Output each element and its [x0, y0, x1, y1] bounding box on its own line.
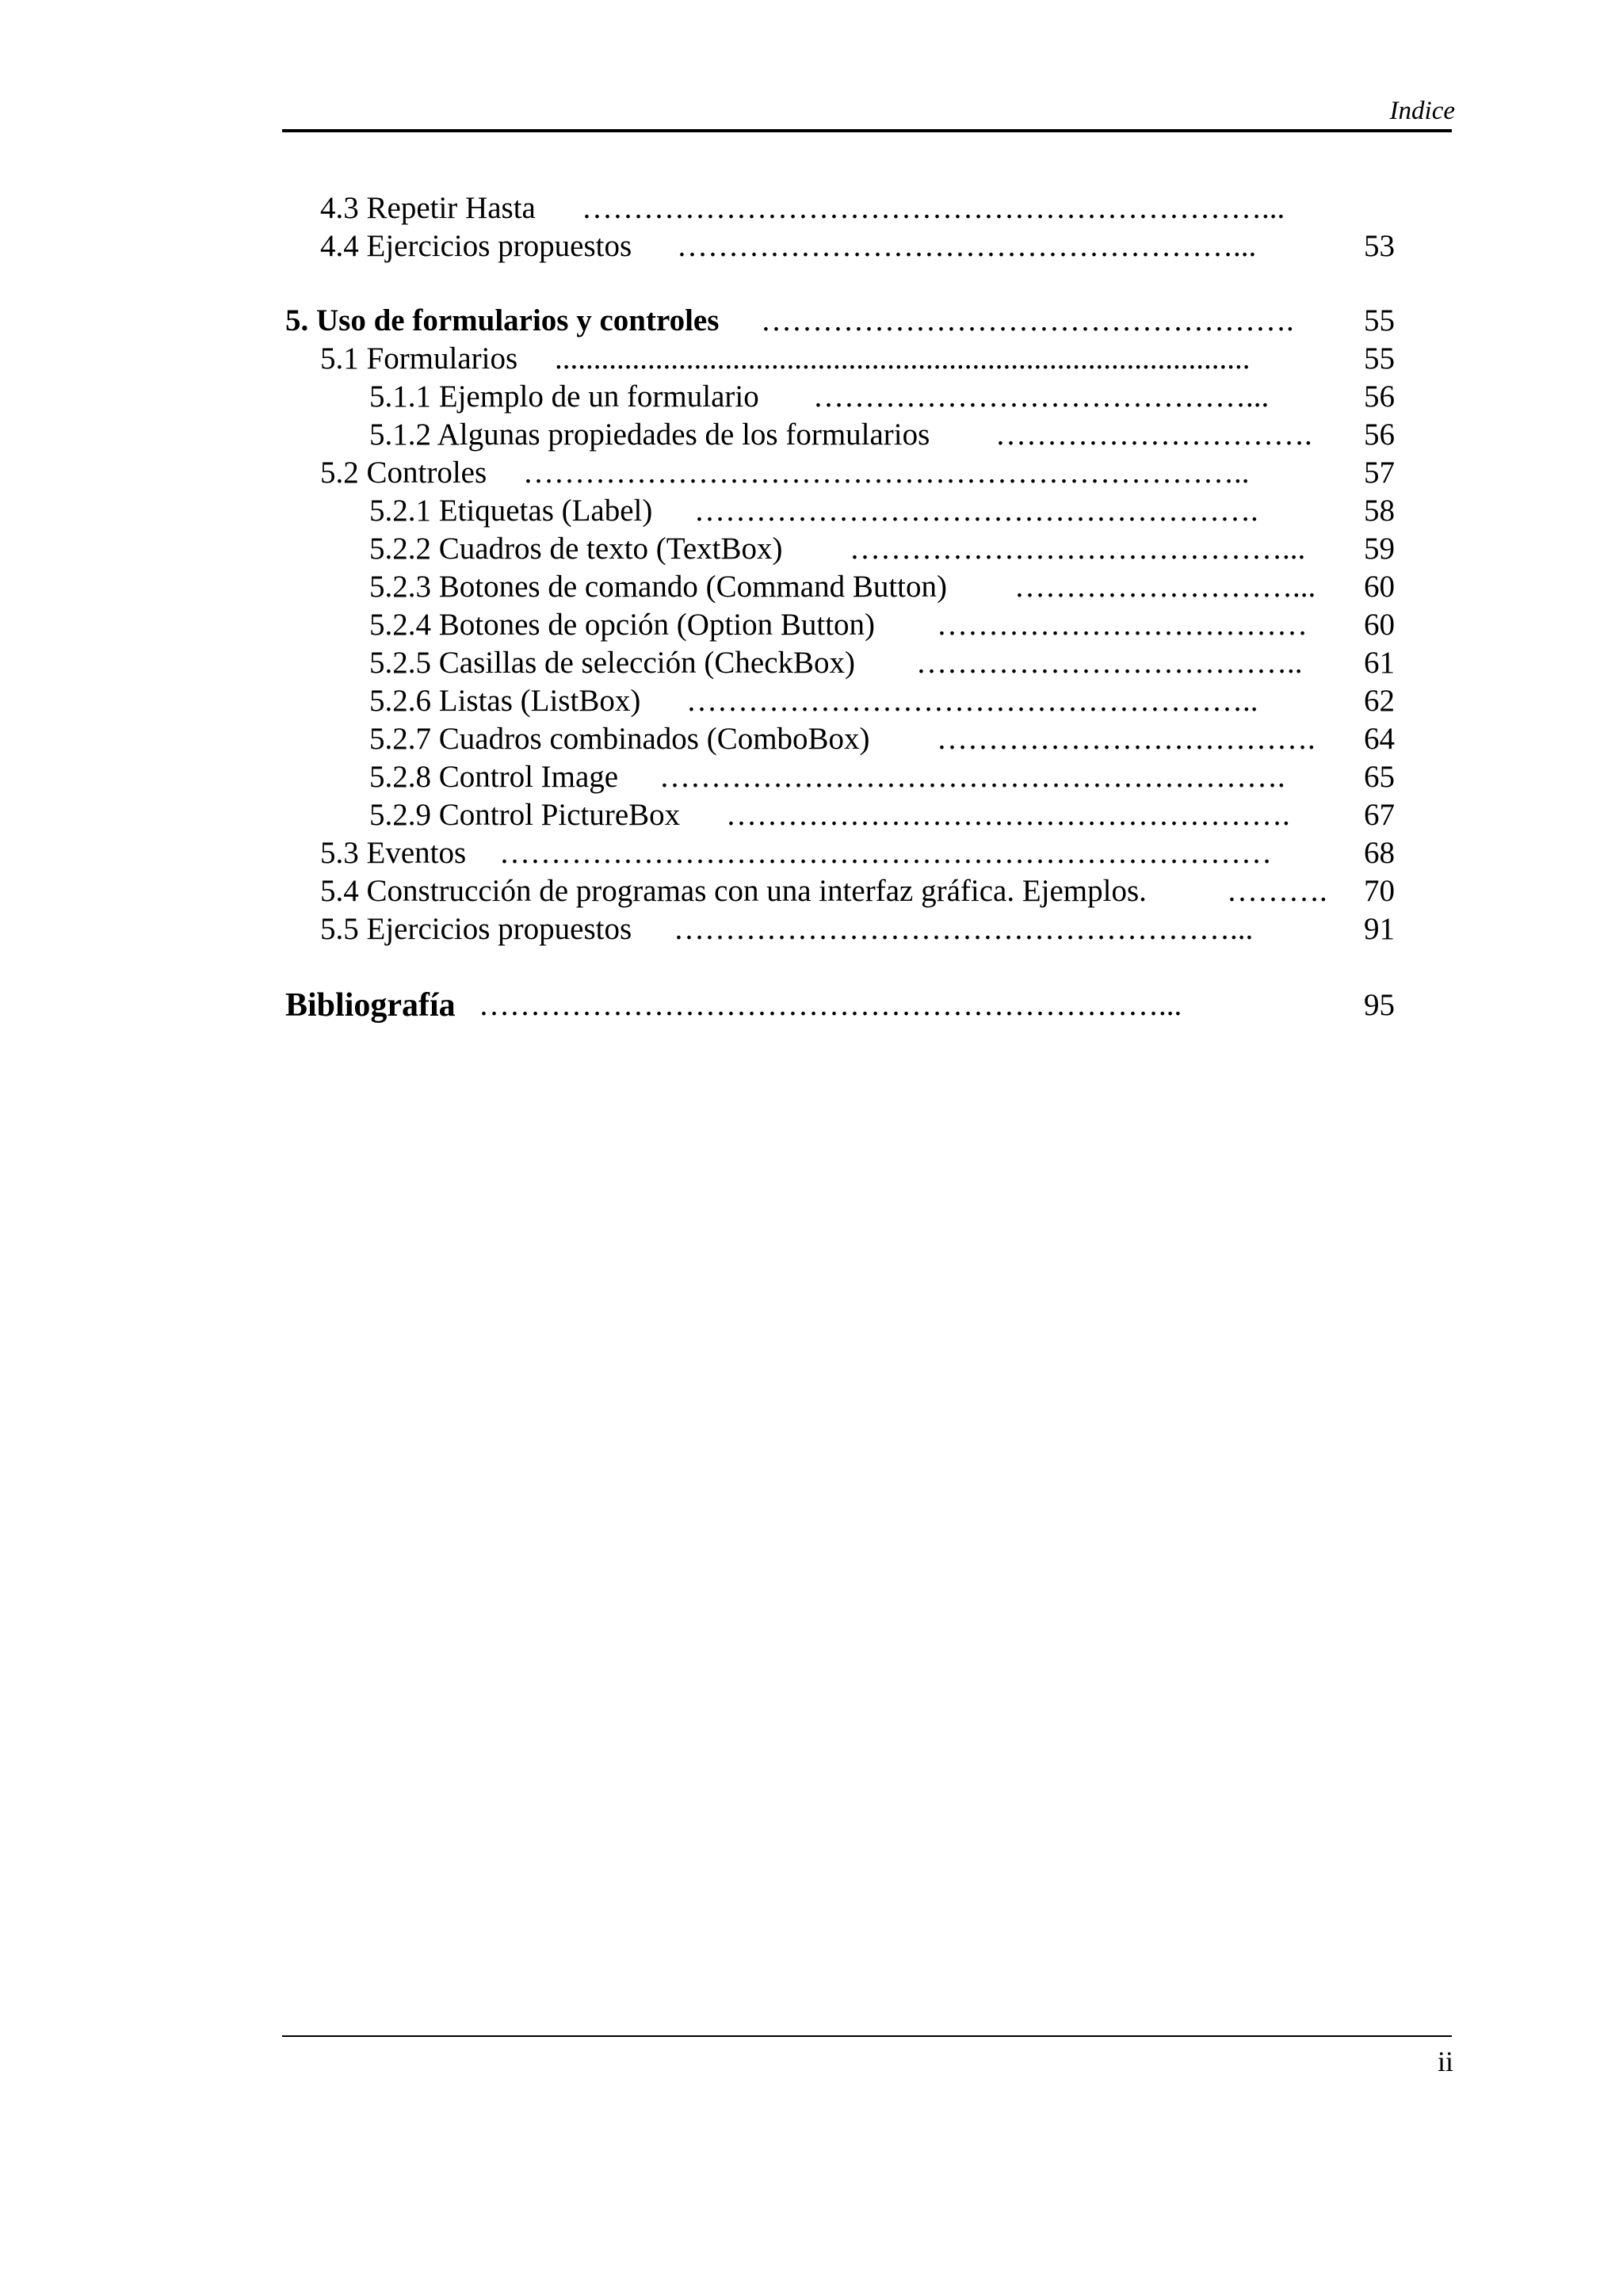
- toc-entry-leader: ………………………………………………..: [686, 684, 1258, 718]
- footer-rule: [282, 2035, 1452, 2037]
- toc-entry-5-2-5: [369, 645, 1395, 681]
- toc-entry-5-2-2: [369, 531, 1395, 567]
- toc-entry-label: 5.2.9 Control PictureBox: [369, 798, 681, 832]
- toc-entry-5-2-4: [369, 607, 1395, 643]
- toc-entry-leader: …………………………………………………………...: [582, 191, 1285, 225]
- toc-entry-leader: ……………………………………………………………..: [523, 456, 1250, 490]
- toc-entry-4-4: [320, 228, 1395, 265]
- toc-entry-label: 5.2.8 Control Image: [369, 760, 619, 794]
- toc-entry-label: 5.2 Controles: [320, 456, 487, 490]
- toc-entry-5-2: [320, 455, 1395, 491]
- toc-entry-leader: ………………………...: [1014, 570, 1316, 604]
- toc-entry-label: 5.2.5 Casillas de selección (CheckBox): [369, 646, 856, 680]
- toc-entry-leader: …………………………………………………….: [659, 760, 1285, 794]
- toc-entry-page: 60: [1364, 570, 1395, 604]
- toc-entry-leader: ……………………………………………….: [726, 798, 1290, 832]
- toc-entry-page: 60: [1364, 608, 1395, 642]
- toc-entry-5-1-1: [369, 379, 1395, 415]
- toc-entry-5-2-1: [369, 493, 1395, 529]
- toc-entry-label: 5.5 Ejercicios propuestos: [320, 912, 632, 946]
- toc-entry-leader: ……………………………………...: [813, 379, 1270, 414]
- toc-entry-leader: …………………………………………………………………: [499, 836, 1272, 870]
- toc-entry-page: 53: [1364, 229, 1395, 263]
- toc-entry-page: 70: [1364, 874, 1395, 908]
- toc-entry-label: 5.1.2 Algunas propiedades de los formularios: [369, 418, 930, 452]
- toc-entry-label: 5.2.6 Listas (ListBox): [369, 684, 641, 718]
- toc-entry-label: 5.2.7 Cuadros combinados (ComboBox): [369, 722, 870, 756]
- toc-entry-5-2-8: [369, 759, 1395, 795]
- toc-entry-leader: ……………………………………………….: [694, 494, 1258, 528]
- toc-entry-page: 91: [1364, 912, 1395, 946]
- toc-entry-label: 4.3 Repetir Hasta: [320, 191, 536, 225]
- toc-entry-5-2-3: [369, 569, 1395, 605]
- toc-entry-label: Bibliografía: [285, 987, 456, 1024]
- toc-entry-label: 5.1.1 Ejemplo de un formulario: [369, 379, 759, 414]
- toc-entry-5-2-6: [369, 683, 1395, 719]
- toc-entry-page: 55: [1364, 341, 1395, 376]
- toc-entry-leader: ………………………………………………...: [677, 229, 1257, 263]
- toc-entry-page: 68: [1364, 836, 1395, 870]
- toc-entry-5-3: [320, 835, 1395, 871]
- toc-entry-page: 57: [1364, 456, 1395, 490]
- toc-entry-label: 5.2.4 Botones de opción (Option Button): [369, 608, 876, 642]
- toc-entry-chapter-5: [285, 303, 1395, 339]
- toc-entry-label: 5.3 Eventos: [320, 836, 467, 870]
- toc-entry-leader: ………………………….: [995, 418, 1312, 452]
- toc-entry-label: 5.4 Construcción de programas con una interfaz gráfica. Ejemplos.: [320, 874, 1147, 908]
- toc-entry-5-2-7: [369, 721, 1395, 757]
- toc-entry-label: 5. Uso de formularios y controles: [285, 303, 720, 338]
- toc-entry-5-1-2: [369, 417, 1395, 453]
- toc-entry-label: 5.2.3 Botones de comando (Command Button): [369, 570, 948, 604]
- toc-entry-page: 59: [1364, 532, 1395, 566]
- toc-entry-page: 64: [1364, 722, 1395, 756]
- toc-entry-page: 67: [1364, 798, 1395, 832]
- toc-entry-leader: ..........................................................................................: [555, 341, 1251, 376]
- toc-entry-page: 58: [1364, 494, 1395, 528]
- toc-entry-leader: ……………………………………...: [850, 532, 1306, 566]
- toc-entry-page: 56: [1364, 379, 1395, 414]
- toc-entry-leader: …………………………………………….: [761, 303, 1294, 338]
- toc-entry-5-2-9: [369, 797, 1395, 833]
- toc-entry-leader: ………………………………………………...: [674, 912, 1254, 946]
- header-rule: [282, 129, 1452, 132]
- toc-entry-page: 95: [1364, 988, 1395, 1022]
- toc-entry-page: 55: [1364, 303, 1395, 338]
- toc-entry-label: 5.2.2 Cuadros de texto (TextBox): [369, 532, 783, 566]
- toc-entry-5-4: [320, 873, 1395, 910]
- toc-entry-label: 5.2.1 Etiquetas (Label): [369, 494, 653, 528]
- toc-entry-page: 61: [1364, 646, 1395, 680]
- toc-entry-page: 65: [1364, 760, 1395, 794]
- toc-entry-4-3: [320, 190, 1395, 227]
- toc-entry-5-5: [320, 911, 1395, 948]
- toc-entry-5-1: [320, 341, 1395, 377]
- toc-entry-label: 5.1 Formularios: [320, 341, 518, 376]
- toc-entry-leader: ……….: [1227, 874, 1327, 908]
- toc-entry-leader: …………………………………………………………...: [479, 988, 1182, 1022]
- toc-entry-label: 4.4 Ejercicios propuestos: [320, 229, 632, 263]
- page-number: ii: [1437, 2046, 1453, 2077]
- toc-entry-page: 62: [1364, 684, 1395, 718]
- toc-entry-bibliografia: [285, 986, 1395, 1025]
- toc-entry-leader: ………………………………..: [916, 646, 1303, 680]
- running-header-title: Indice: [1389, 97, 1455, 125]
- toc-entry-leader: ………………………………: [937, 608, 1308, 642]
- toc-entry-leader: ……………………………….: [937, 722, 1316, 756]
- toc-entry-page: 56: [1364, 418, 1395, 452]
